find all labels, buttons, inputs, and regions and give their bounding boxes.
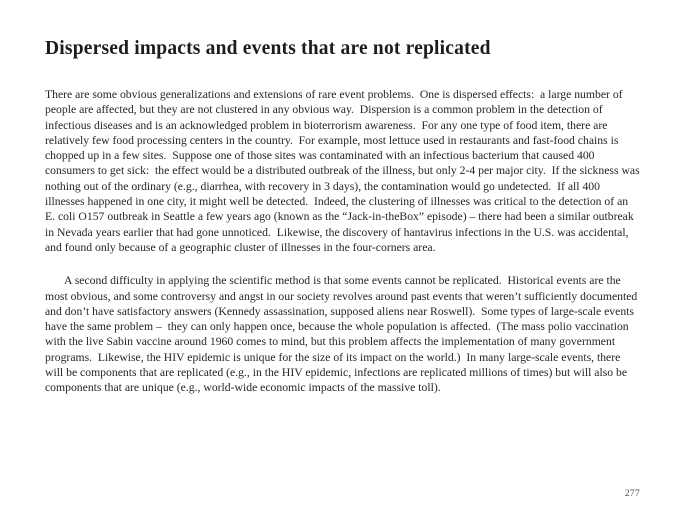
page-number: 277 — [624, 489, 640, 499]
paragraph-dispersed-effects: There are some obvious generalizations and extensions of rare event problems. One is dispersed effects: a large number of people are affected, but they are not clustered in any obvious way. Dispersion is a common problem in the detection of infectious diseases and is an acknowledged problem in bioterrorism awareness. For any one type of food item, there are relatively few food processing centers in the country. For example, most lettuce used in restaurants and fast-food chains is chopped up in a few sites. Suppose one of those sites was contaminated with an infectious bacterium that caused 400 consumers to get sick: the effect would be a distributed outbreak of the illness, but only 2-4 per major city. If the sickness was nothing out of the ordinary (e.g., diarrhea, with recovery in 3 days), the contamination would go undetected. If all 400 illnesses happened in one city, it might well be detected. Indeed, the clustering of illnesses was critical to the detection of an E. coli O157 outbreak in Seattle a few years ago (known as the “Jack-in-theBox” episode) – there had been a similar outbreak in Nevada years earlier that had gone unnoticed. Likewise, the discovery of hantavirus infections in the U.S. was accidental, and found only because of a geographic cluster of illnesses in the four-corners area. — [45, 88, 643, 254]
paragraph-replication-difficulty: A second difficulty in applying the scientific method is that some events cannot be replicated. Historical events are the most obvious, and some controversy and angst in our society revolves around past events that weren’t sufficiently documented and don’t have satisfactory answers (Kennedy assassination, supposed aliens near Roswell). Some types of large-scale events have the same problem – they can only happen once, because the whole population is affected. (The mass polio vaccination with the live Sabin vaccine around 1960 comes to mind, but this problem affects the implementation of many government programs. Likewise, the HIV epidemic is unique for the size of its impact on the world.) In many large-scale events, there will be components that are replicated (e.g., in the HIV epidemic, infections are replicated millions of times) but will also be components that are unique (e.g., world-wide economic impacts of the massive toll). — [45, 274, 641, 395]
page-title: Dispersed impacts and events that are not replicated — [45, 38, 491, 59]
